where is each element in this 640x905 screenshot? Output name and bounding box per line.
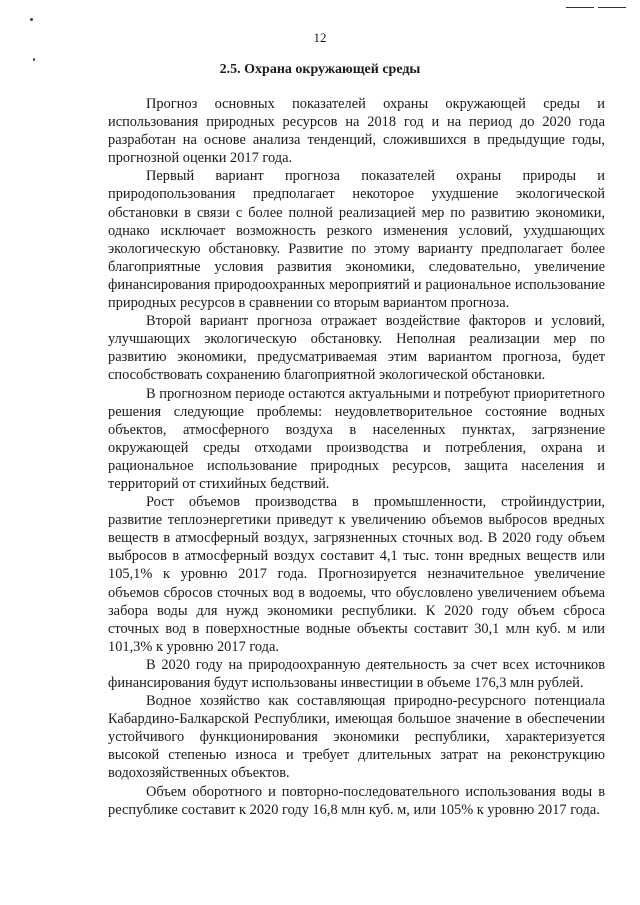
section-heading: 2.5. Охрана окружающей среды <box>219 62 421 77</box>
scan-speck <box>30 18 33 21</box>
scan-mark <box>566 7 594 8</box>
paragraph: Второй вариант прогноза отражает воздействие факторов и условий, улучшающих экологическую обстановку. Неполная реализации мер по развитию экономики, предусматриваемая этим вариантом прогноза, будет способствовать сохранению благоприятной экологической обстановки. <box>108 313 605 384</box>
paragraph: Прогноз основных показателей охраны окружающей среды и использования природных ресурсов на 2018 год и на период до 2020 года разработан на основе анализа тенденций, сложившихся в предыдущие годы, прогнозной оценки 2017 года. <box>108 96 605 167</box>
scan-speck <box>33 58 35 61</box>
paragraph: В 2020 году на природоохранную деятельность за счет всех источников финансирования будут использованы инвестиции в объеме 176,3 млн рублей. <box>108 656 605 691</box>
paragraph: Первый вариант прогноза показателей охраны природы и природопользования предполагает некоторое ухудшение экологической обстановки в связи с более полной реализацией мер по развитию экономики, однако исключает возможность резкого изменения условий, ухудшающих экологическую обстановку. Развитие по этому варианту предполагает более благоприятные условия развития экономики, следовательно, увеличение финансирования природоохранных мероприятий и рациональное использование природных ресурсов в сравнении со вторым вариантом прогноза. <box>108 168 605 312</box>
paragraph: Рост объемов производства в промышленности, стройиндустрии, развитие теплоэнергетики приведут к увеличению объемов выбросов вредных веществ в атмосферный воздух, загрязненных сточных вод. В 2020 году объем выбросов в атмосферный воздух составит 4,1 тыс. тонн вредных веществ или 105,1% к уровню 2017 года. Прогнозируется незначительное увеличение объемов сбросов сточных вод в водоемы, что обусловлено увеличением объема забора воды для нужд экономики республики. К 2020 году объем сброса сточных вод в поверхностные водные объекты составит 30,1 млн куб. м или 101,3% к уровню 2017 года. <box>108 494 605 655</box>
document-body <box>108 95 605 819</box>
paragraph: Объем оборотного и повторно-последовательного использования воды в республике составит к 2020 году 16,8 млн куб. м, или 105% к уровню 2017 года. <box>108 783 605 818</box>
paragraph: Водное хозяйство как составляющая природно-ресурсного потенциала Кабардино-Балкарской Республики, имеющая большое значение в обеспечении устойчивого функционирования экономики республики, характеризуется высокой степенью износа и требует длительных затрат на реконструкцию водохозяйственных объектов. <box>108 693 605 782</box>
paragraph: В прогнозном периоде остаются актуальными и потребуют приоритетного решения следующие проблемы: неудовлетворительное состояние водных объектов, атмосферного воздуха в населенных пунктах, загрязнение окружающей среды отходами производства и потребления, охрана и рациональное использование природных ресурсов, защита населения и территорий от стихийных бедствий. <box>108 385 605 492</box>
scan-mark <box>598 7 626 8</box>
page-number: 12 <box>313 30 327 45</box>
